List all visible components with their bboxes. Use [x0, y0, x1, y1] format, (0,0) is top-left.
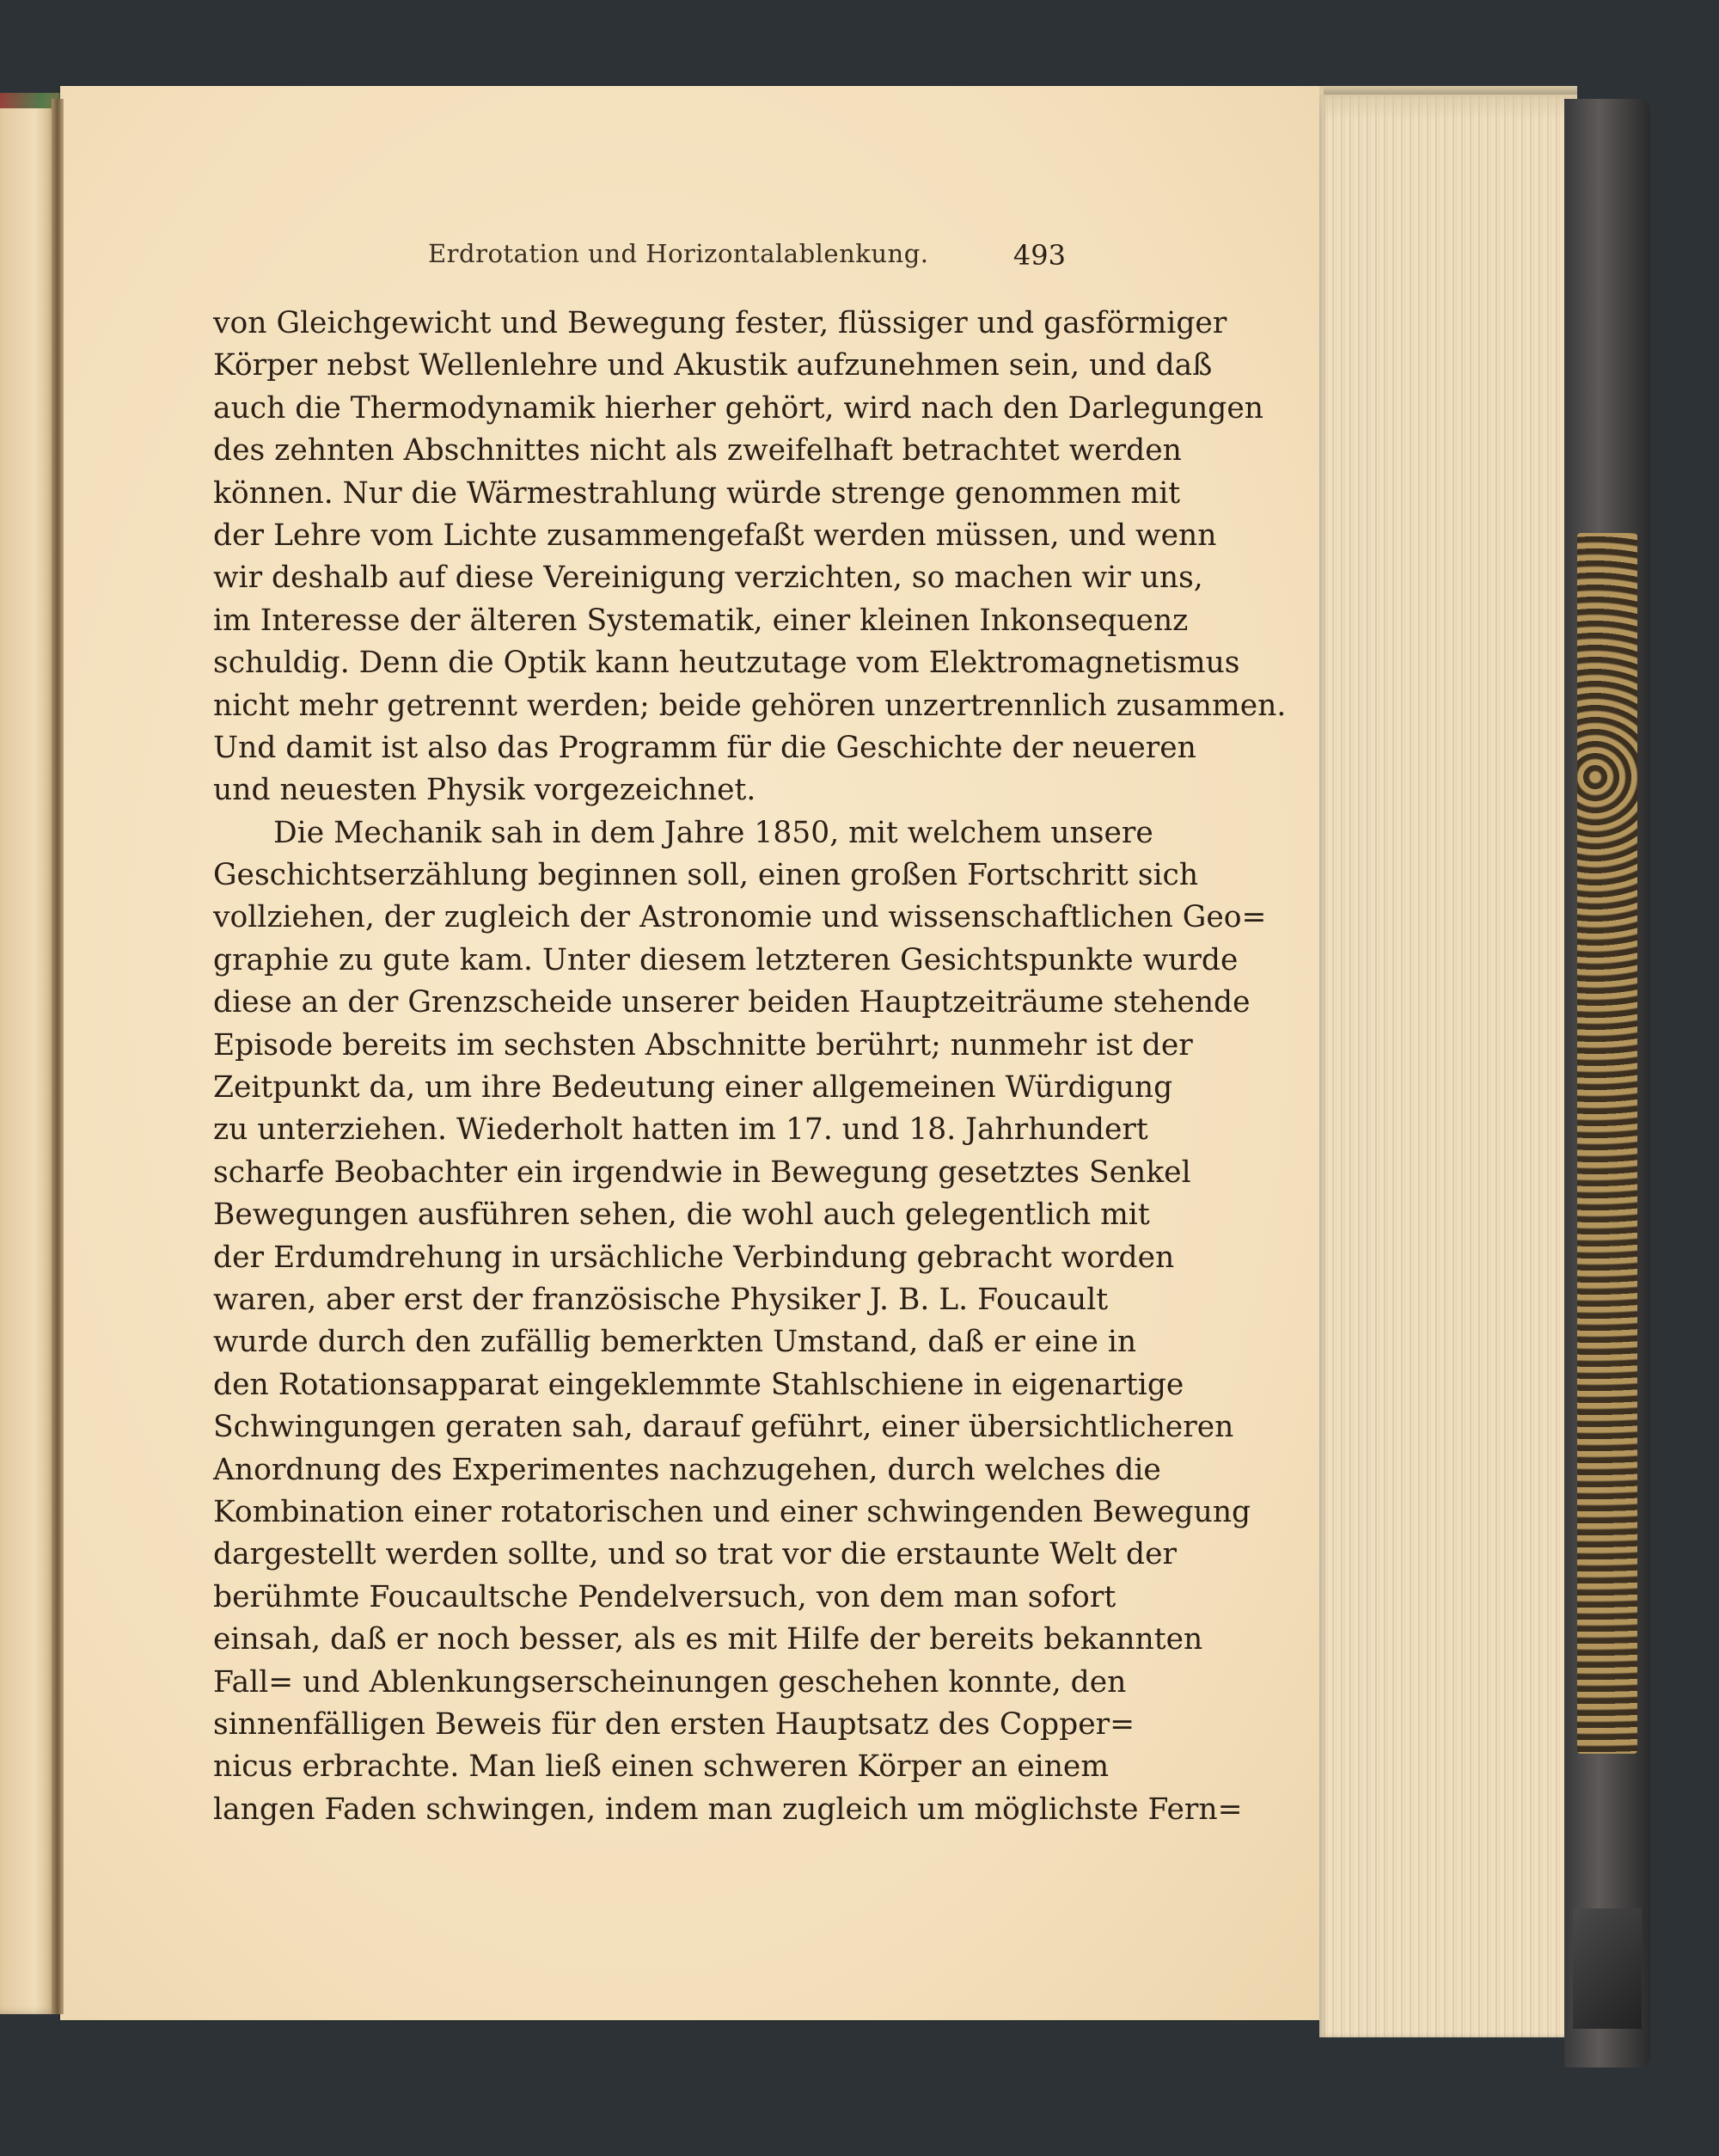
text-line: Schwingungen geraten sah, darauf geführt, einer übersichtlicheren	[213, 1410, 1234, 1445]
text-line: den Rotationsapparat eingeklemmte Stahlschiene in eigenartige	[213, 1367, 1184, 1402]
text-line: berühmte Foucaultsche Pendelversuch, von dem man sofort	[213, 1579, 1116, 1614]
text-line: Anordnung des Experimentes nachzugehen, durch welches die	[213, 1452, 1161, 1487]
text-line: Kombination einer rotatorischen und einer schwingenden Bewegung	[213, 1494, 1251, 1529]
text-line: Körper nebst Wellenlehre und Akustik aufzunehmen sein, und daß	[213, 348, 1213, 383]
running-title: Erdrotation und Horizontalablenkung.	[428, 239, 929, 268]
text-line: des zehnten Abschnittes nicht als zweifelhaft betrachtet werden	[213, 433, 1182, 469]
text-line: einsah, daß er noch besser, als es mit Hilfe der bereits bekannten	[213, 1622, 1203, 1657]
page-number: 493	[1012, 239, 1066, 272]
text-line: waren, aber erst der französische Physiker J. B. L. Foucault	[213, 1282, 1109, 1317]
text-line: sinnenfälligen Beweis für den ersten Hauptsatz des Copper=	[213, 1706, 1135, 1742]
text-line: auch die Thermodynamik hierher gehört, wird nach den Darlegungen	[213, 390, 1263, 426]
text-line: wurde durch den zufällig bemerkten Umstand, daß er eine in	[213, 1325, 1137, 1360]
text-line: der Erdumdrehung in ursächliche Verbindung gebracht worden	[213, 1240, 1175, 1275]
marbled-edge-pattern	[1577, 533, 1637, 1754]
text-line: der Lehre vom Lichte zusammengefaßt werden müssen, und wenn	[213, 518, 1217, 553]
page-gutter	[52, 99, 64, 2014]
text-line: im Interesse der älteren Systematik, einer kleinen Inkonsequenz	[213, 603, 1189, 638]
text-line: Fall= und Ablenkungserscheinungen geschehen konnte, den	[213, 1664, 1127, 1700]
text-line: schuldig. Denn die Optik kann heutzutage vom Elektromagnetismus	[213, 646, 1240, 681]
text-line: scharfe Beobachter ein irgendwie in Bewegung gesetztes Senkel	[213, 1155, 1191, 1190]
text-line: Geschichtserzählung beginnen soll, einen großen Fortschritt sich	[213, 858, 1199, 893]
body-text	[213, 303, 1287, 1831]
text-line: vollziehen, der zugleich der Astronomie und wissenschaftlichen Geo=	[213, 900, 1267, 935]
page-block-top-shadow	[1319, 86, 1577, 120]
text-line: wir deshalb auf diese Vereinigung verzichten, so machen wir uns,	[213, 560, 1203, 596]
cover-corner	[1573, 1908, 1642, 2029]
text-line: Bewegungen ausführen sehen, die wohl auch gelegentlich mit	[213, 1197, 1150, 1233]
facing-page-edge	[0, 93, 58, 2014]
text-line: und neuesten Physik vorgezeichnet.	[213, 773, 756, 808]
text-line: zu unterziehen. Wiederholt hatten im 17. und 18. Jahrhundert	[213, 1112, 1148, 1148]
text-line: graphie zu gute kam. Unter diesem letzteren Gesichtspunkte wurde	[213, 942, 1239, 977]
text-line: Zeitpunkt da, um ihre Bedeutung einer allgemeinen Würdigung	[213, 1070, 1173, 1106]
text-line: diese an der Grenzscheide unserer beiden Hauptzeiträume stehende	[213, 985, 1251, 1020]
text-line: von Gleichgewicht und Bewegung fester, flüssiger und gasförmiger	[213, 306, 1227, 340]
page-block-edges	[1319, 95, 1577, 2037]
text-line: nicht mehr getrennt werden; beide gehören unzertrennlich zusammen.	[213, 688, 1287, 723]
text-line: Die Mechanik sah in dem Jahre 1850, mit welchem unsere	[273, 815, 1153, 850]
text-line: Und damit ist also das Programm für die Geschichte der neueren	[213, 730, 1196, 765]
text-line: Episode bereits im sechsten Abschnitte berührt; nunmehr ist der	[213, 1027, 1193, 1063]
text-line: langen Faden schwingen, indem man zugleich um möglichste Fern=	[213, 1792, 1243, 1827]
text-line: nicus erbrachte. Man ließ einen schweren Körper an einem	[213, 1749, 1110, 1785]
running-head	[206, 239, 1066, 273]
text-line: dargestellt werden sollte, und so trat vor die erstaunte Welt der	[213, 1537, 1177, 1572]
text-line: können. Nur die Wärmestrahlung würde strenge genommen mit	[213, 475, 1181, 511]
